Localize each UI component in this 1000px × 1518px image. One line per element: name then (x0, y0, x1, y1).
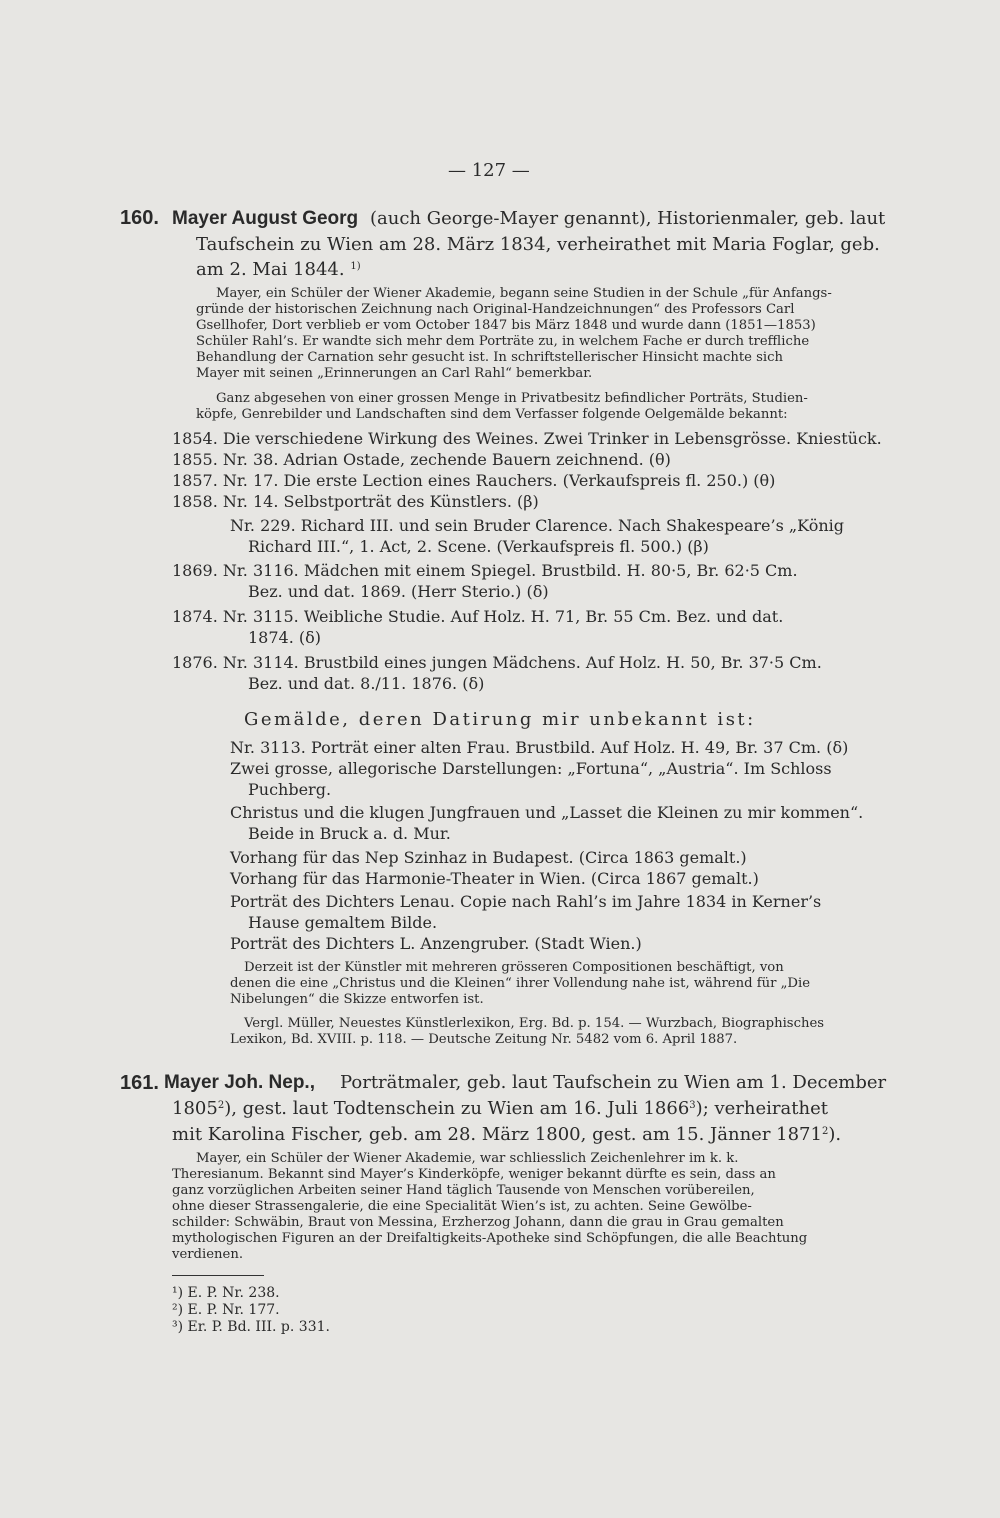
undated-line: Beide in Bruck a. d. Mur. (248, 824, 451, 843)
work-line: 1857. Nr. 17. Die erste Lection eines Rauchers. (Verkaufspreis fl. 250.) (θ) (172, 471, 776, 490)
work-line: Nr. 229. Richard III. und sein Bruder Clarence. Nach Shakespeare’s „König (230, 516, 844, 535)
work-line: 1874. (δ) (248, 628, 322, 647)
undated-line: Zwei grosse, allegorische Darstellungen: „Fortuna“, „Austria“. Im Schloss (230, 759, 832, 778)
undated-line: Vorhang für das Nep Szinhaz in Budapest. (Circa 1863 gemalt.) (230, 848, 747, 867)
footnote: ³) Er. P. Bd. III. p. 331. (172, 1319, 330, 1335)
entry-line: am 2. Mai 1844. $^{1)}$ (196, 259, 361, 280)
footnote: ²) E. P. Nr. 177. (172, 1302, 280, 1318)
note-line: Nibelungen“ die Skizze entworfen ist. (230, 992, 484, 1007)
bio-line: ohne dieser Strassengalerie, die eine Specialität Wien’s ist, zu achten. Seine Gewölbe- (172, 1199, 752, 1214)
entry-line: (auch George-Mayer genannt), Historienmaler, geb. laut (370, 208, 886, 229)
bio-line: mythologischen Figuren an der Dreifaltigkeits-Apotheke sind Schöpfungen, die alle Beachtung (172, 1231, 808, 1246)
footnote-divider (172, 1275, 264, 1276)
note-line: Derzeit ist der Künstler mit mehreren grösseren Compositionen beschäftigt, von (244, 960, 784, 975)
undated-line: Hause gemaltem Bilde. (248, 913, 438, 932)
reference-line: Lexikon, Bd. XVIII. p. 118. — Deutsche Zeitung Nr. 5482 vom 6. April 1887. (230, 1032, 738, 1047)
bio-line: Behandlung der Carnation sehr gesucht ist. In schriftstellerischer Hinsicht machte sich (196, 350, 784, 365)
work-line: 1874. Nr. 3115. Weibliche Studie. Auf Holz. H. 71, Br. 55 Cm. Bez. und dat. (172, 607, 784, 626)
undated-line: Nr. 3113. Porträt einer alten Frau. Brustbild. Auf Holz. H. 49, Br. 37 Cm. (δ) (230, 738, 849, 757)
bio-line: Gsellhofer, Dort verblieb er vom October 1847 bis März 1848 und wurde dann (1851—1853) (196, 318, 816, 333)
bio-line: Mayer, ein Schüler der Wiener Akademie, war schliesslich Zeichenlehrer im k. k. (196, 1151, 739, 1166)
work-line: 1855. Nr. 38. Adrian Ostade, zechende Bauern zeichnend. (θ) (172, 450, 671, 469)
entry-name-160: Mayer August Georg (172, 208, 359, 229)
entry-line: 1805$^2$), gest. laut Todtenschein zu Wien am 16. Juli 1866$^3$); verheirathet (172, 1098, 828, 1119)
note-line: denen die eine „Christus und die Kleinen“ ihrer Vollendung nahe ist, während für „Die (230, 976, 810, 991)
entry-name-161: Mayer Joh. Nep., (164, 1072, 315, 1093)
entry-line: Taufschein zu Wien am 28. März 1834, verheirathet mit Maria Foglar, geb. (196, 234, 880, 255)
bio-line: ganz vorzüglichen Arbeiten seiner Hand täglich Tausende von Menschen vorübereilen, (172, 1183, 755, 1198)
bio-line: gründe der historischen Zeichnung nach Original-Handzeichnungen“ des Professors Carl (196, 302, 795, 317)
undated-line: Porträt des Dichters Lenau. Copie nach Rahl’s im Jahre 1834 in Kerner’s (230, 892, 822, 911)
work-line: Richard III.“, 1. Act, 2. Scene. (Verkaufspreis fl. 500.) (β) (248, 537, 709, 556)
undated-line: Vorhang für das Harmonie-Theater in Wien. (Circa 1867 gemalt.) (230, 869, 759, 888)
bio-line: verdienen. (172, 1247, 244, 1262)
bio-line: Theresianum. Bekannt sind Mayer’s Kinderköpfe, weniger bekannt dürfte es sein, dass an (172, 1167, 776, 1182)
work-line: 1869. Nr. 3116. Mädchen mit einem Spiegel. Brustbild. H. 80·5, Br. 62·5 Cm. (172, 561, 798, 580)
work-line: 1854. Die verschiedene Wirkung des Weines. Zwei Trinker in Lebensgrösse. Kniestück. (172, 429, 882, 448)
bio-line: Mayer mit seinen „Erinnerungen an Carl Rahl“ bemerkbar. (196, 366, 593, 381)
intro-line: Ganz abgesehen von einer grossen Menge in Privatbesitz befindlicher Porträts, Studien- (216, 391, 808, 406)
work-line: 1858. Nr. 14. Selbstporträt des Künstlers. (β) (172, 492, 539, 511)
intro-line: köpfe, Genrebilder und Landschaften sind dem Verfasser folgende Oelgemälde bekannt: (196, 407, 788, 422)
reference-line: Vergl. Müller, Neuestes Künstlerlexikon, Erg. Bd. p. 154. — Wurzbach, Biographisches (244, 1016, 825, 1031)
footnote-ref: 1) (350, 261, 361, 272)
page-number: — 127 — (448, 160, 530, 181)
undated-line: Porträt des Dichters L. Anzengruber. (Stadt Wien.) (230, 934, 642, 953)
work-line: 1876. Nr. 3114. Brustbild eines jungen Mädchens. Auf Holz. H. 50, Br. 37·5 Cm. (172, 653, 822, 672)
work-line: Bez. und dat. 8./11. 1876. (δ) (248, 674, 485, 693)
work-line: Bez. und dat. 1869. (Herr Sterio.) (δ) (248, 582, 549, 601)
entry-line: Porträtmaler, geb. laut Taufschein zu Wien am 1. December (340, 1072, 887, 1093)
footnote: ¹) E. P. Nr. 238. (172, 1285, 280, 1301)
entry-number-161: 161. (120, 1072, 159, 1094)
bio-line: Mayer, ein Schüler der Wiener Akademie, begann seine Studien in der Schule „für Anfangs- (216, 286, 832, 301)
undated-line: Christus und die klugen Jungfrauen und „Lasset die Kleinen zu mir kommen“. (230, 803, 864, 822)
entry-line: mit Karolina Fischer, geb. am 28. März 1800, gest. am 15. Jänner 1871$^2$). (172, 1124, 842, 1145)
bio-line: schilder: Schwäbin, Braut von Messina, Erzherzog Johann, dann die grau in Grau gemalten (172, 1215, 784, 1230)
bio-line: Schüler Rahl’s. Er wandte sich mehr dem Porträte zu, in welchem Fache er durch treffliche (196, 334, 810, 349)
undated-heading: Gemälde, deren Datirung mir unbekannt ist: (244, 709, 756, 730)
entry-number-160: 160. (120, 207, 159, 229)
undated-line: Puchberg. (248, 780, 332, 799)
